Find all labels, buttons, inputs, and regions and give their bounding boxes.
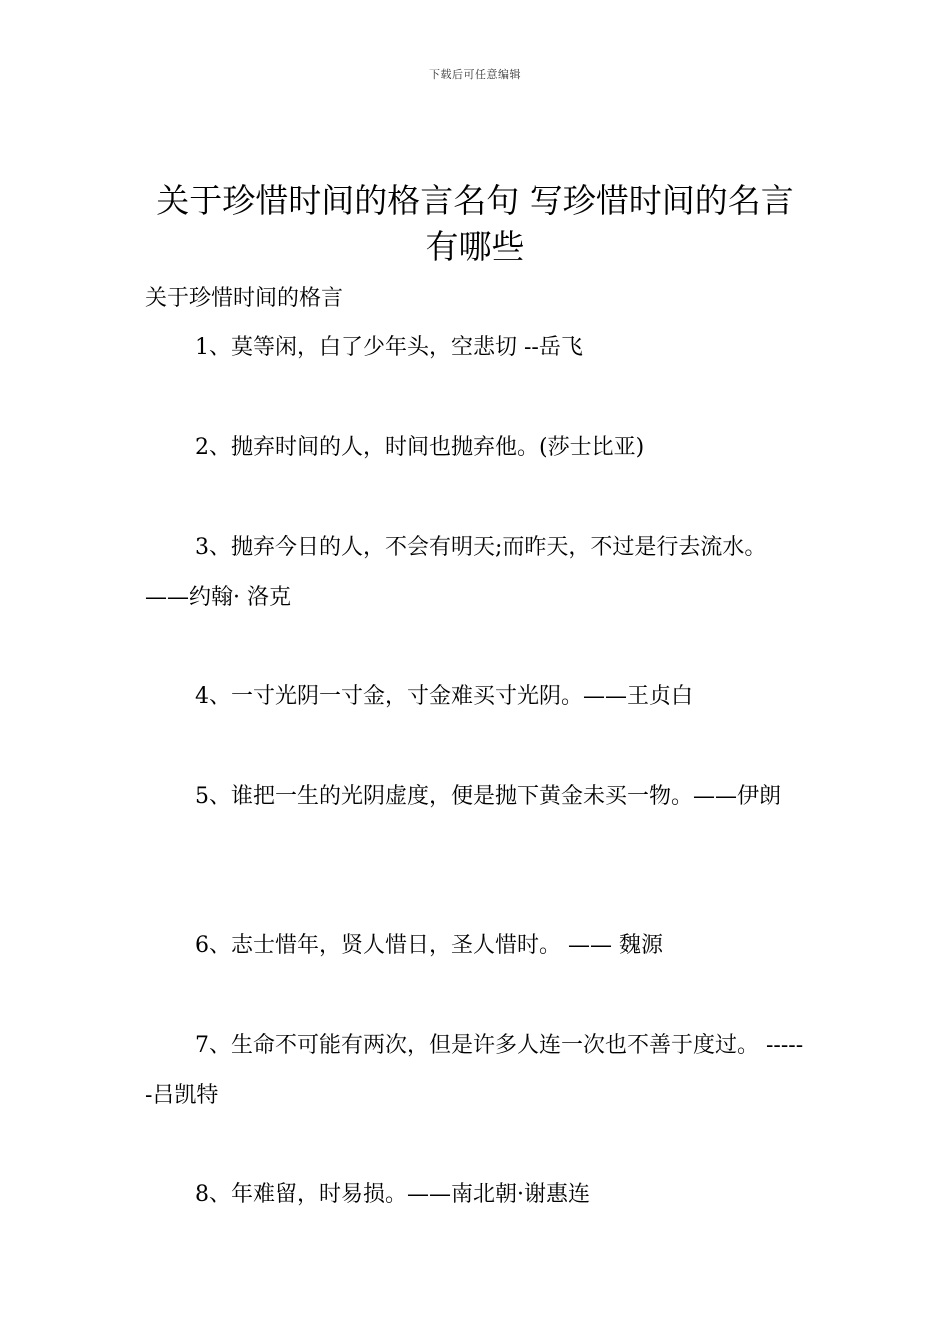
quote-item: 5、谁把一生的光阴虚度，便是抛下黄金未买一物。——伊朗 bbox=[195, 784, 781, 809]
quote-item: 2、抛弃时间的人，时间也抛弃他。(莎士比亚) bbox=[195, 435, 645, 460]
quote-item: 6、志士惜年，贤人惜日，圣人惜时。 —— 魏源 bbox=[195, 933, 663, 958]
section-heading: 关于珍惜时间的格言 bbox=[145, 286, 344, 311]
quote-item: 4、一寸光阴一寸金，寸金难买寸光阴。——王贞白 bbox=[195, 684, 693, 709]
header-note: 下载后可任意编辑 bbox=[429, 68, 521, 81]
quote-item: 7、生命不可能有两次，但是许多人连一次也不善于度过。 ------吕凯特 bbox=[145, 1033, 804, 1108]
quote-item: 1、莫等闲，白了少年头，空悲切 --岳飞 bbox=[195, 335, 583, 360]
document-title: 关于珍惜时间的格言名句 写珍惜时间的名言有哪些 bbox=[156, 181, 794, 266]
quote-item: 3、抛弃今日的人，不会有明天;而昨天，不过是行去流水。 ——约翰· 洛克 bbox=[145, 535, 767, 610]
quote-item: 8、年难留，时易损。——南北朝·谢惠连 bbox=[195, 1182, 590, 1207]
